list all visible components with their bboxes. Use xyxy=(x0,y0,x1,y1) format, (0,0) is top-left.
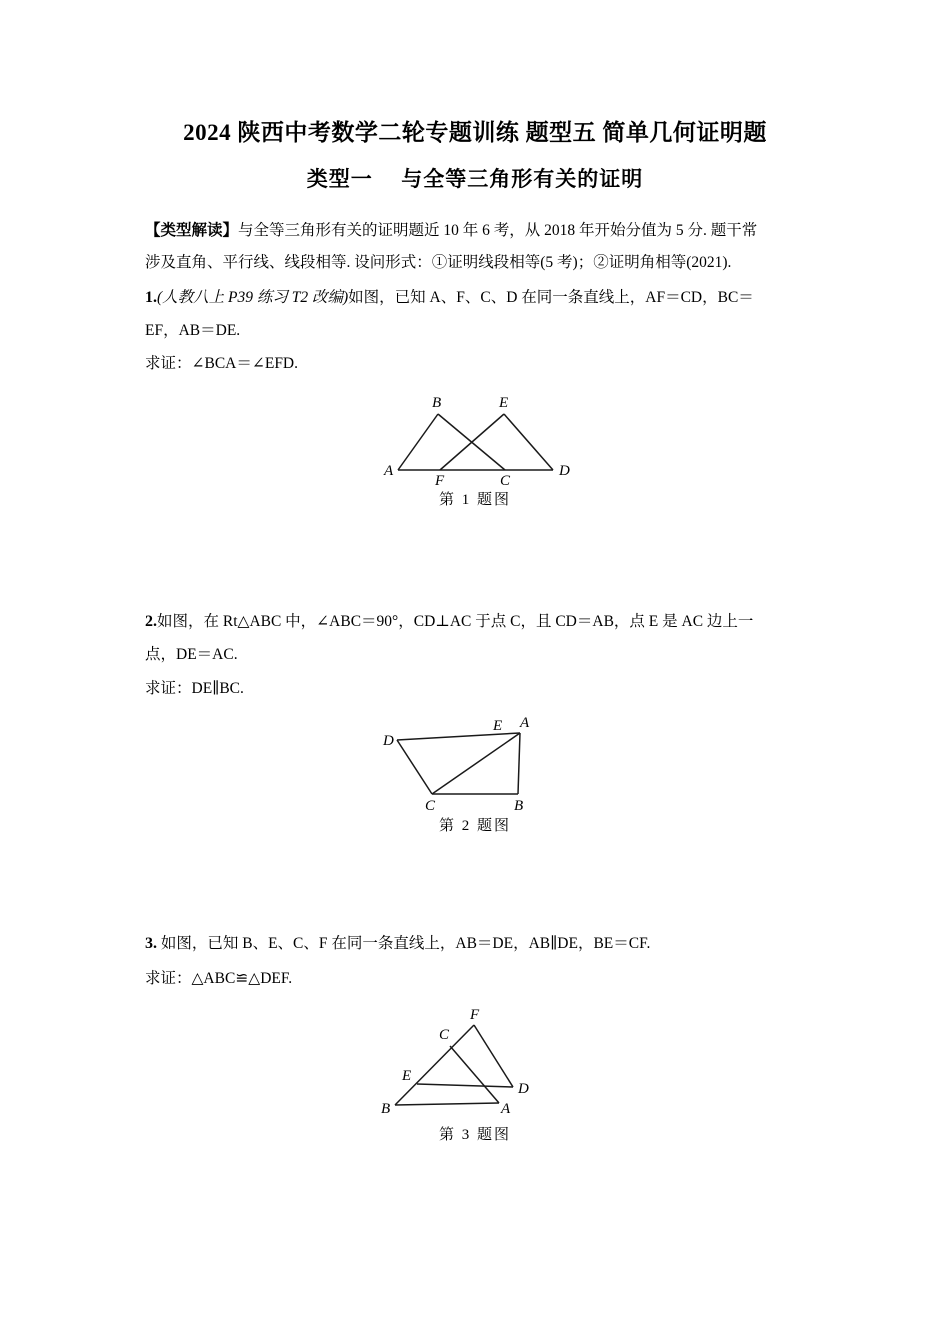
point-label-C: C xyxy=(425,798,436,815)
question-1-stem-line-1: 如图，已知 A、F、C、D 在同一条直线上，AF＝CD，BC＝ xyxy=(348,288,754,306)
point-label-D: D xyxy=(518,1080,529,1097)
question-1-block xyxy=(145,279,805,511)
type-explanation-line-1: 与全等三角形有关的证明题近 10 年 6 考，从 2018 年开始分值为 5 分. 题干常 xyxy=(238,222,758,240)
question-3-prove xyxy=(145,961,805,995)
question-1-prove xyxy=(145,346,805,380)
question-3-stem xyxy=(145,925,805,961)
figure-1-drawing xyxy=(340,390,610,490)
question-1-figure xyxy=(145,380,805,511)
point-label-B: B xyxy=(381,1100,391,1117)
type-explanation-label: 【类型解读】 xyxy=(145,222,239,240)
question-1-stem-line-2: EF，AB＝DE. xyxy=(145,321,241,339)
point-label-A: A xyxy=(501,1100,511,1117)
page-subtitle xyxy=(145,148,805,193)
question-3-number: 3. xyxy=(145,935,157,953)
segment-AB xyxy=(398,414,438,470)
subtitle-type-label: 类型一 xyxy=(306,166,373,191)
segment-CA xyxy=(432,733,520,794)
question-2-stem-cont xyxy=(145,639,805,671)
segment-ED xyxy=(417,1084,513,1087)
page-title: 2024 陕西中考数学二轮专题训练 题型五 简单几何证明题 xyxy=(183,120,767,145)
point-label-B: B xyxy=(432,395,442,412)
question-1-stem xyxy=(145,279,805,315)
question-1-stem-cont xyxy=(145,315,805,347)
question-3-stem-line-1: 如图，已知 B、E、C、F 在同一条直线上，AB＝DE，AB∥DE，BE＝CF. xyxy=(160,935,651,953)
segment-CA xyxy=(450,1046,499,1103)
figure-2-caption: 第 2 题图 xyxy=(438,818,511,835)
question-3-figure xyxy=(145,995,805,1146)
point-label-E: E xyxy=(402,1067,412,1084)
segment-DE xyxy=(504,414,553,470)
question-2-number: 2. xyxy=(145,613,157,631)
point-label-C: C xyxy=(500,473,511,490)
point-label-E: E xyxy=(499,395,509,412)
type-explanation-paragraph-2 xyxy=(145,247,805,279)
type-explanation-line-2: 涉及直角、平行线、线段相等. 设问形式：①证明线段相等(5 考)；②证明角相等(2021). xyxy=(145,253,732,271)
figure-3-drawing xyxy=(375,1005,575,1125)
segment-BF xyxy=(395,1025,474,1105)
question-2-prove xyxy=(145,671,805,705)
question-2-stem xyxy=(145,603,805,639)
question-2-stem-line-1: 如图，在 Rt△ABC 中，∠ABC＝90°，CD⊥AC 于点 C，且 CD＝AB，点 E 是 AC 边上一 xyxy=(157,613,754,631)
question-3-prove-text: 求证：△ABC≌△DEF. xyxy=(145,970,293,988)
question-1-number: 1. xyxy=(145,288,157,306)
segment-DA xyxy=(397,733,520,740)
question-1-source: (人教八上 P39 练习 T2 改编) xyxy=(157,288,349,306)
point-label-F: F xyxy=(470,1006,480,1023)
point-label-A: A xyxy=(520,716,530,732)
point-label-B: B xyxy=(514,798,524,815)
figure-1-caption: 第 1 题图 xyxy=(438,492,511,509)
question-2-stem-line-2: 点，DE＝AC. xyxy=(145,645,238,663)
point-label-E: E xyxy=(493,718,503,735)
segment-DC xyxy=(397,740,432,794)
point-label-D: D xyxy=(383,733,394,750)
type-explanation-paragraph xyxy=(145,193,805,247)
point-label-A: A xyxy=(384,463,394,480)
question-2-prove-text: 求证：DE∥BC. xyxy=(145,679,244,697)
segment-BA xyxy=(395,1103,499,1105)
question-3-block xyxy=(145,837,805,1146)
point-label-F: F xyxy=(435,473,445,490)
question-2-block xyxy=(145,511,805,837)
point-label-D: D xyxy=(559,463,570,480)
figure-2-drawing xyxy=(375,716,575,816)
question-1-prove-text: 求证：∠BCA＝∠EFD. xyxy=(145,355,299,373)
segment-BA xyxy=(518,733,520,794)
subtitle-topic-label: 与全等三角形有关的证明 xyxy=(401,166,644,191)
segment-FD xyxy=(474,1025,513,1087)
question-2-figure xyxy=(145,704,805,837)
point-label-C: C xyxy=(439,1026,450,1043)
figure-3-caption: 第 3 题图 xyxy=(438,1126,511,1143)
